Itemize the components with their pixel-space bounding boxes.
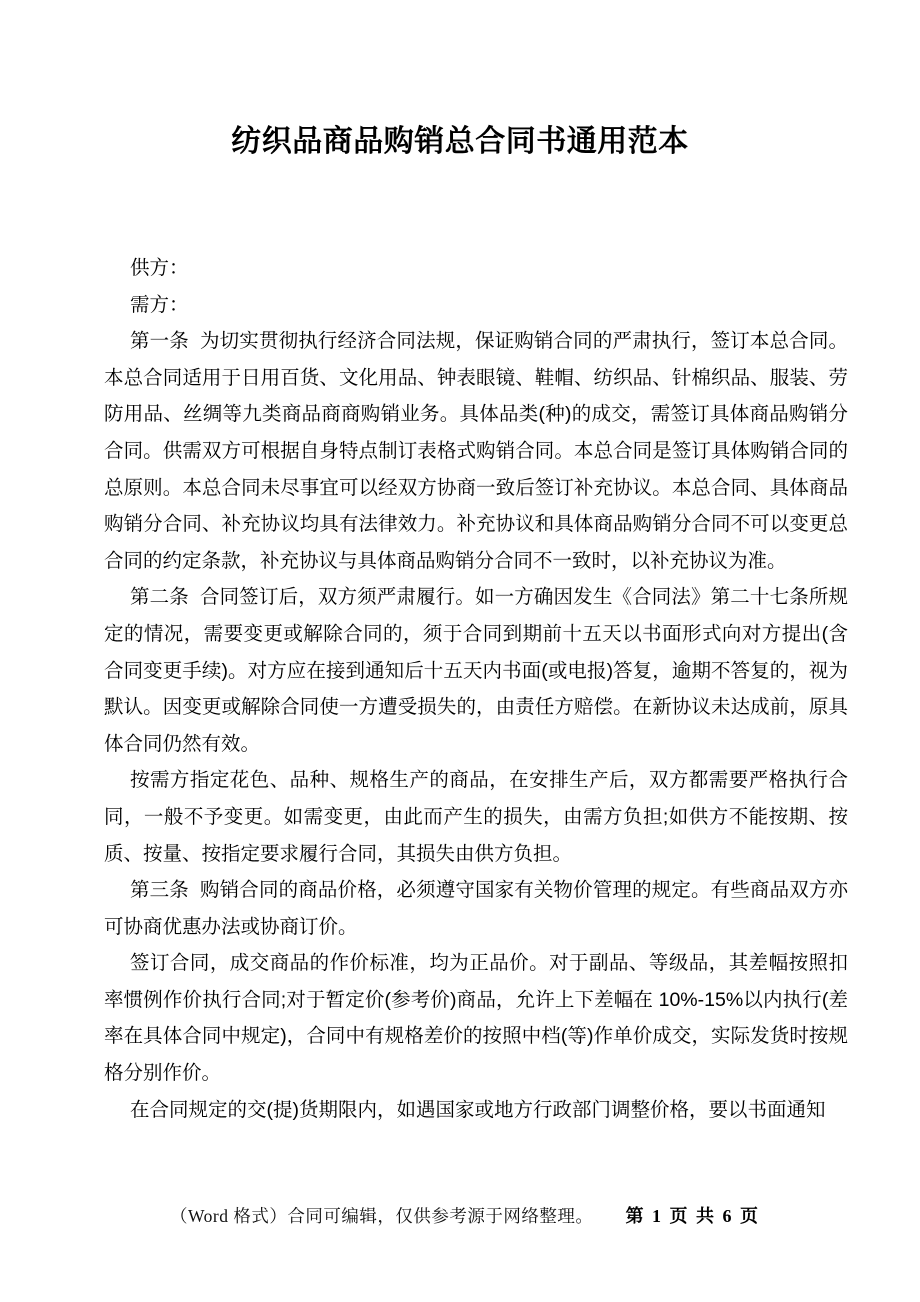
- paragraph-article-2-continued: 按需方指定花色、品种、规格生产的商品，在安排生产后，双方都需要严格执行合同，一般不予变更。如需变更，由此而产生的损失，由需方负担;如供方不能按期、按质、按量、按指定要求履行合同，其损失由供方负担。: [104, 769, 848, 865]
- document-title: 纺织品商品购销总合同书通用范本: [231, 125, 689, 158]
- paragraph-article-3: 第三条 购销合同的商品价格，必须遵守国家有关物价管理的规定。有些商品双方亦可协商优惠办法或协商订价。: [104, 879, 848, 938]
- page-number: 第 1 页 共 6 页: [625, 1206, 760, 1226]
- paragraph-article-3-delivery: 在合同规定的交(提)货期限内，如遇国家或地方行政部门调整价格，要以书面通知: [130, 1098, 826, 1121]
- document-body: [104, 250, 848, 1128]
- paragraph-buyer-line: 需方：: [130, 293, 189, 316]
- paragraph-supplier-line: 供方：: [130, 257, 189, 279]
- paragraph-article-1: 第一条 为切实贯彻执行经济合同法规，保证购销合同的严肃执行，签订本总合同。本总合同适用于日用百货、文化用品、钟表眼镜、鞋帽、纺织品、针棉织品、服装、劳防用品、丝绸等九类商品商商购销业务。具体品类(种)的成交，需签订具体商品购销分合同。供需双方可根据自身特点制订表格式购销合同。本总合同是签订具体购销合同的总原则。本总合同未尽事宜可以经双方协商一致后签订补充协议。本总合同、具体商品购销分合同、补充协议均具有法律效力。补充协议和具体商品购销分合同不可以变更总合同的约定条款，补充协议与具体商品购销分合同不一致时，以补充协议为准。: [104, 330, 848, 572]
- page-footer: [170, 1202, 760, 1228]
- footer-note: （Word 格式）合同可编辑，仅供参考源于网络整理。: [170, 1206, 594, 1226]
- paragraph-article-3-pricing: 签订合同，成交商品的作价标准，均为正品价。对于副品、等级品，其差幅按照扣率惯例作价执行合同;对于暂定价(参考价)商品，允许上下差幅在 10%-15%以内执行(差率在具体合同中规定)，合同中有规格差价的按照中档(等)作单价成交，实际发货时按规格分别作价。: [104, 952, 848, 1085]
- paragraph-article-2: 第二条 合同签订后，双方须严肃履行。如一方确因发生《合同法》第二十七条所规定的情况，需要变更或解除合同的，须于合同到期前十五天以书面形式向对方提出(含合同变更手续)。对方应在接到通知后十五天内书面(或电报)答复，逾期不答复的，视为默认。因变更或解除合同使一方遭受损失的，由责任方赔偿。在新协议未达成前，原具体合同仍然有效。: [104, 586, 848, 755]
